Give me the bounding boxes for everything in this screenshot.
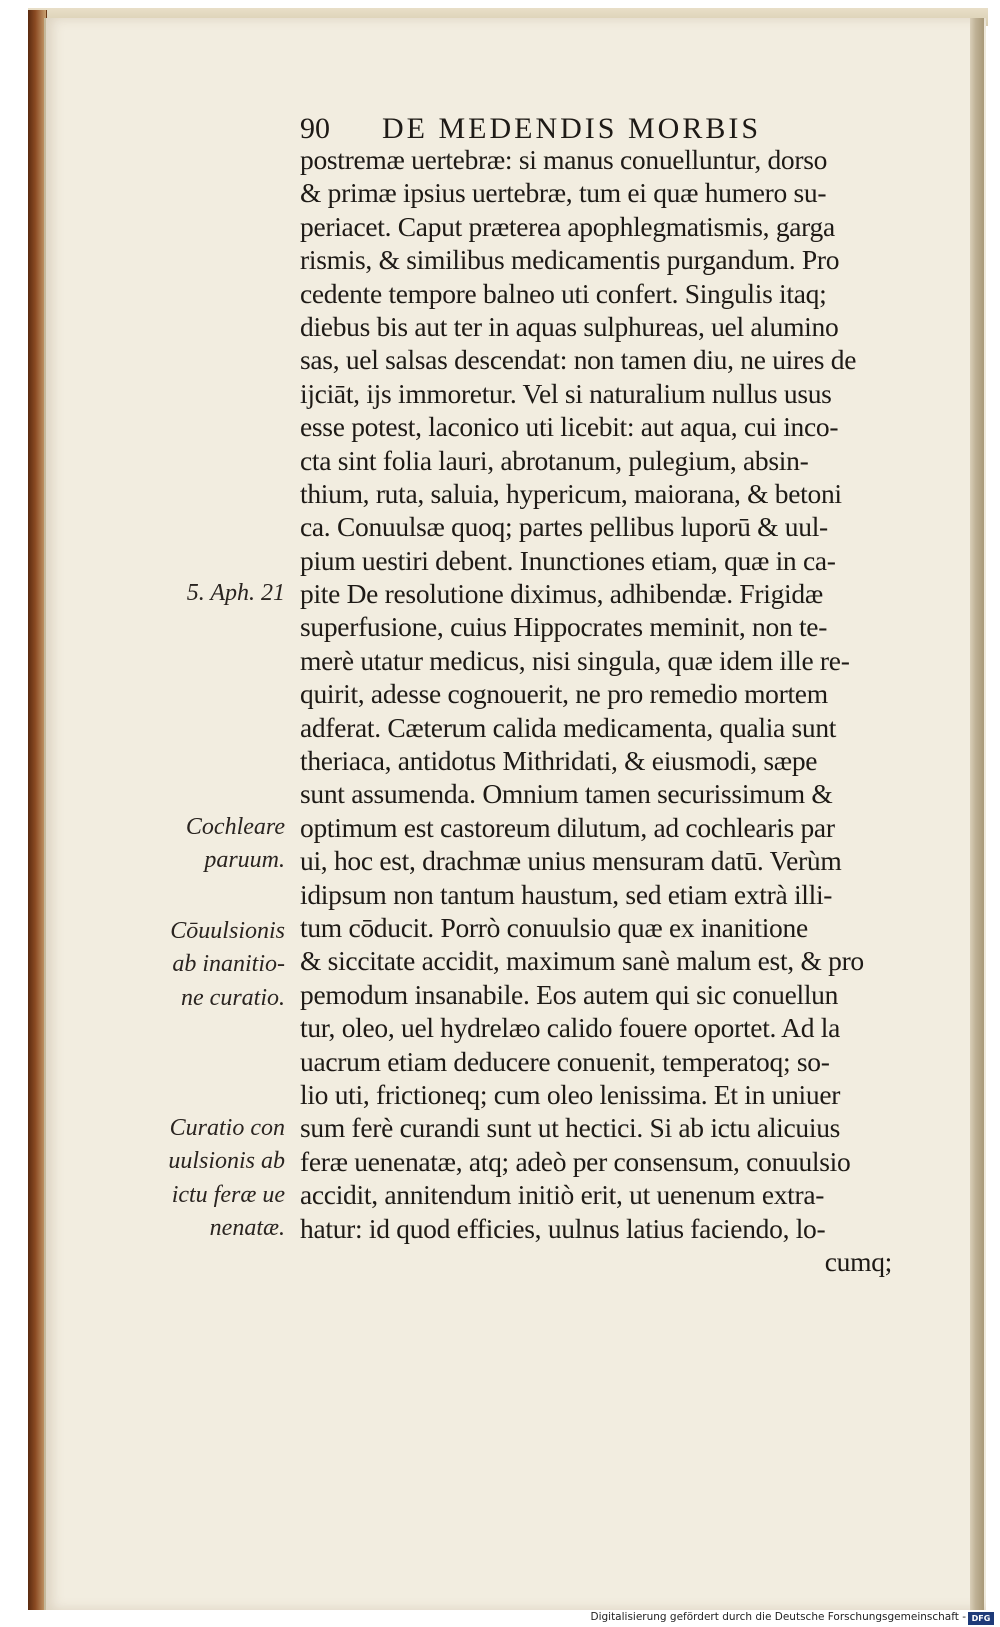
text-line: pemodum insanabile. Eos autem qui sic conuellun — [300, 978, 839, 1010]
text-line: ijciāt, ijs immoretur. Vel si naturalium nullus usus — [300, 377, 832, 409]
page-number: 90 — [300, 112, 330, 145]
text-line: & siccitate accidit, maximum sanè malum est, & pro — [300, 945, 864, 977]
margin-note-line: ne curatio. — [181, 984, 285, 1011]
text-line: theriaca, antidotus Mithridati, & eiusmodi, sæpe — [300, 745, 818, 777]
margin-note-line: Curatio con — [169, 1115, 285, 1141]
text-line: pium uestiri debent. Inunctiones etiam, quæ in ca- — [300, 544, 836, 576]
text-line: postremæ uertebræ: si manus conuelluntur, dorso — [300, 144, 828, 175]
text-line: diebus bis aut ter in aquas sulphureas, uel alumino — [300, 310, 839, 342]
text-line: cta sint folia lauri, abrotanum, pulegium, absin- — [300, 444, 809, 476]
text-line: idipsum non tantum haustum, sed etiam extrà illi- — [300, 878, 833, 910]
text-line: tur, oleo, uel hydrelæo calido fouere oportet. Ad la — [300, 1012, 841, 1044]
dfg-logo: DFG — [968, 1612, 994, 1625]
text-line: accidit, annitendum initiò erit, ut uenenum extra- — [300, 1179, 825, 1211]
text-line: cedente tempore balneo uti confert. Singulis itaq; — [300, 277, 827, 309]
text-line: sunt assumenda. Omnium tamen securissimum & — [300, 778, 833, 810]
text-line: sum ferè curandi sunt ut hectici. Si ab ictu alicuius — [300, 1112, 841, 1144]
margin-note-conuulsionis — [170, 915, 285, 1015]
text-line: merè utatur medicus, nisi singula, quæ idem ille re- — [300, 644, 850, 676]
margin-note-curatio — [168, 1112, 285, 1246]
text-line: optimum est castoreum dilutum, ad cochlearis par — [300, 811, 835, 843]
margin-note-line: paruum. — [204, 847, 285, 874]
main-text-block — [300, 143, 900, 1278]
margin-note-line: Cochleare — [185, 814, 285, 840]
page-fore-edge — [970, 18, 984, 1610]
text-line: quirit, adesse cognouerit, ne pro remedio mortem — [300, 678, 828, 710]
margin-note-line: nenatæ. — [209, 1215, 285, 1242]
text-line: & primæ ipsius uertebræ, tum ei quæ humero su- — [300, 177, 827, 209]
margin-note-line: ictu feræ ue — [171, 1181, 285, 1208]
text-line: rismis, & similibus medicamentis purgandum. Pro — [300, 244, 840, 276]
running-head — [300, 112, 860, 146]
margin-note-line: uulsionis ab — [168, 1148, 285, 1175]
margin-note-line: Cōuulsionis — [170, 918, 285, 944]
margin-note-line: ab inanitio- — [172, 951, 285, 978]
text-line: adferat. Cæterum calida medicamenta, qualia sunt — [300, 711, 837, 743]
text-line: hatur: id quod efficies, uulnus latius faciendo, lo- — [300, 1212, 826, 1244]
margin-note-cochleare — [186, 811, 285, 878]
text-line: superfusione, cuius Hippocrates meminit, non te- — [300, 611, 828, 643]
funding-credit: Digitalisierung gefördert durch die Deutsche Forschungsgemeinschaft - — [590, 1611, 966, 1623]
running-title: DE MEDENDIS MORBIS — [382, 112, 762, 145]
margin-note-line: 5. Aph. 21 — [186, 580, 285, 606]
text-line: feræ uenenatæ, atq; adeò per consensum, conuulsio — [300, 1145, 851, 1177]
text-line: ui, hoc est, drachmæ unius mensuram datū. Verùm — [300, 845, 842, 877]
catchword: cumq; — [824, 1245, 892, 1277]
text-line: thium, ruta, saluia, hypericum, maiorana, & betoni — [300, 477, 842, 509]
text-line: esse potest, laconico uti licebit: aut aqua, cui inco- — [300, 411, 839, 443]
text-line: uacrum etiam deducere conuenit, temperatoq; so- — [300, 1045, 830, 1077]
text-line: sas, uel salsas descendat: non tamen diu, ne uires de — [300, 344, 857, 376]
text-line: ca. Conuulsæ quoq; partes pellibus luporū & uul- — [300, 511, 828, 543]
margin-note-aphorism — [187, 577, 285, 610]
text-line: lio uti, frictioneq; cum oleo lenissima. Et in uniuer — [300, 1078, 841, 1110]
text-line: tum cōducit. Porrò conuulsio quæ ex inanitione — [300, 911, 808, 943]
text-line: periacet. Caput præterea apophlegmatismis, garga — [300, 210, 835, 242]
text-line: pite De resolutione diximus, adhibendæ. Frigidæ — [300, 578, 823, 610]
